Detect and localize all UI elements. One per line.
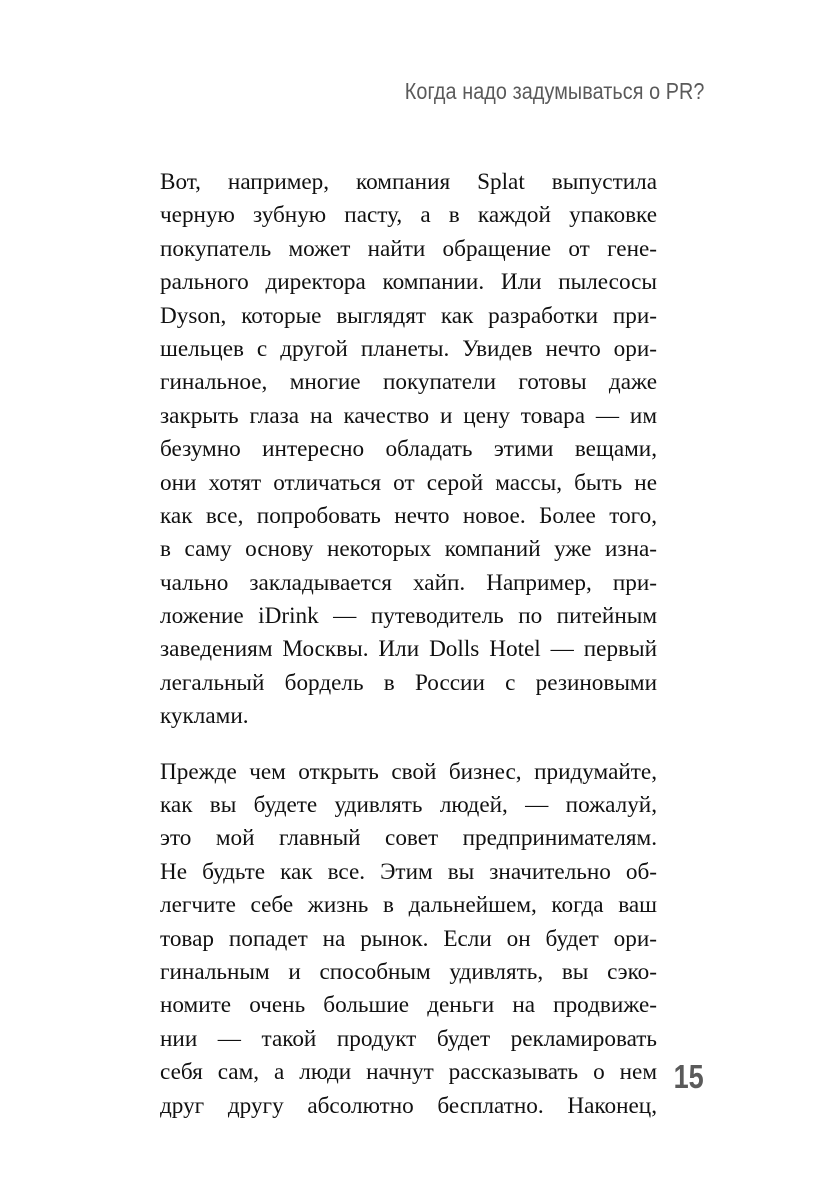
- text-line: Прежде чем открыть свой бизнес, придумайте,: [160, 758, 657, 785]
- text-line: в саму основу некоторых компаний уже изна-: [160, 536, 657, 563]
- text-line: себя сам, а люди начнут рассказывать о нем: [160, 1059, 657, 1086]
- paragraph-2: [160, 756, 657, 1123]
- text-line: нии — такой продукт будет рекламировать: [160, 1025, 657, 1052]
- text-line: как все, попробовать нечто новое. Более того,: [160, 502, 657, 529]
- text-line: рального директора компании. Или пылесосы: [160, 269, 657, 296]
- text-line: гинальное, многие покупатели готовы даже: [160, 369, 657, 396]
- text-line: они хотят отличаться от серой массы, быть не: [160, 469, 657, 496]
- text-line: легальный бордель в России с резиновыми: [160, 669, 657, 696]
- text-line: шельцев с другой планеты. Увидев нечто ори-: [160, 335, 657, 362]
- body-text: [160, 166, 657, 1123]
- text-line: Вот, например, компания Splat выпустила: [160, 169, 657, 195]
- text-line: легчите себе жизнь в дальнейшем, когда ваш: [160, 892, 657, 919]
- paragraph-1: [160, 166, 657, 734]
- page-number: 15: [673, 1058, 704, 1095]
- text-line: это мой главный совет предпринимателям.: [160, 825, 657, 852]
- text-line: чально закладывается хайп. Например, при-: [160, 569, 657, 596]
- text-line: Не будьте как все. Этим вы значительно об-: [160, 858, 657, 885]
- text-line: Dyson, которые выглядят как разработки при-: [160, 302, 657, 329]
- text-line: как вы будете удивлять людей, — пожалуй,: [160, 792, 657, 819]
- text-line: черную зубную пасту, а в каждой упаковке: [160, 202, 657, 229]
- text-line: гинальным и способным удивлять, вы сэко-: [160, 958, 657, 985]
- text-line: закрыть глаза на качество и цену товара — им: [160, 402, 657, 429]
- text-line: безумно интересно обладать этими вещами,: [160, 436, 657, 463]
- text-line: товар попадет на рынок. Если он будет ори-: [160, 925, 657, 952]
- text-line: заведениям Москвы. Или Dolls Hotel — первый: [160, 636, 657, 663]
- text-line: номите очень большие деньги на продвиже-: [160, 992, 657, 1019]
- running-header-title: Когда надо задумываться о PR?: [405, 78, 705, 104]
- text-line: покупатель может найти обращение от гене-: [160, 235, 657, 262]
- text-line: куклами.: [160, 703, 249, 730]
- text-line: друг другу абсолютно бесплатно. Наконец,: [160, 1092, 657, 1119]
- text-line: ложение iDrink — путеводитель по питейным: [160, 603, 657, 630]
